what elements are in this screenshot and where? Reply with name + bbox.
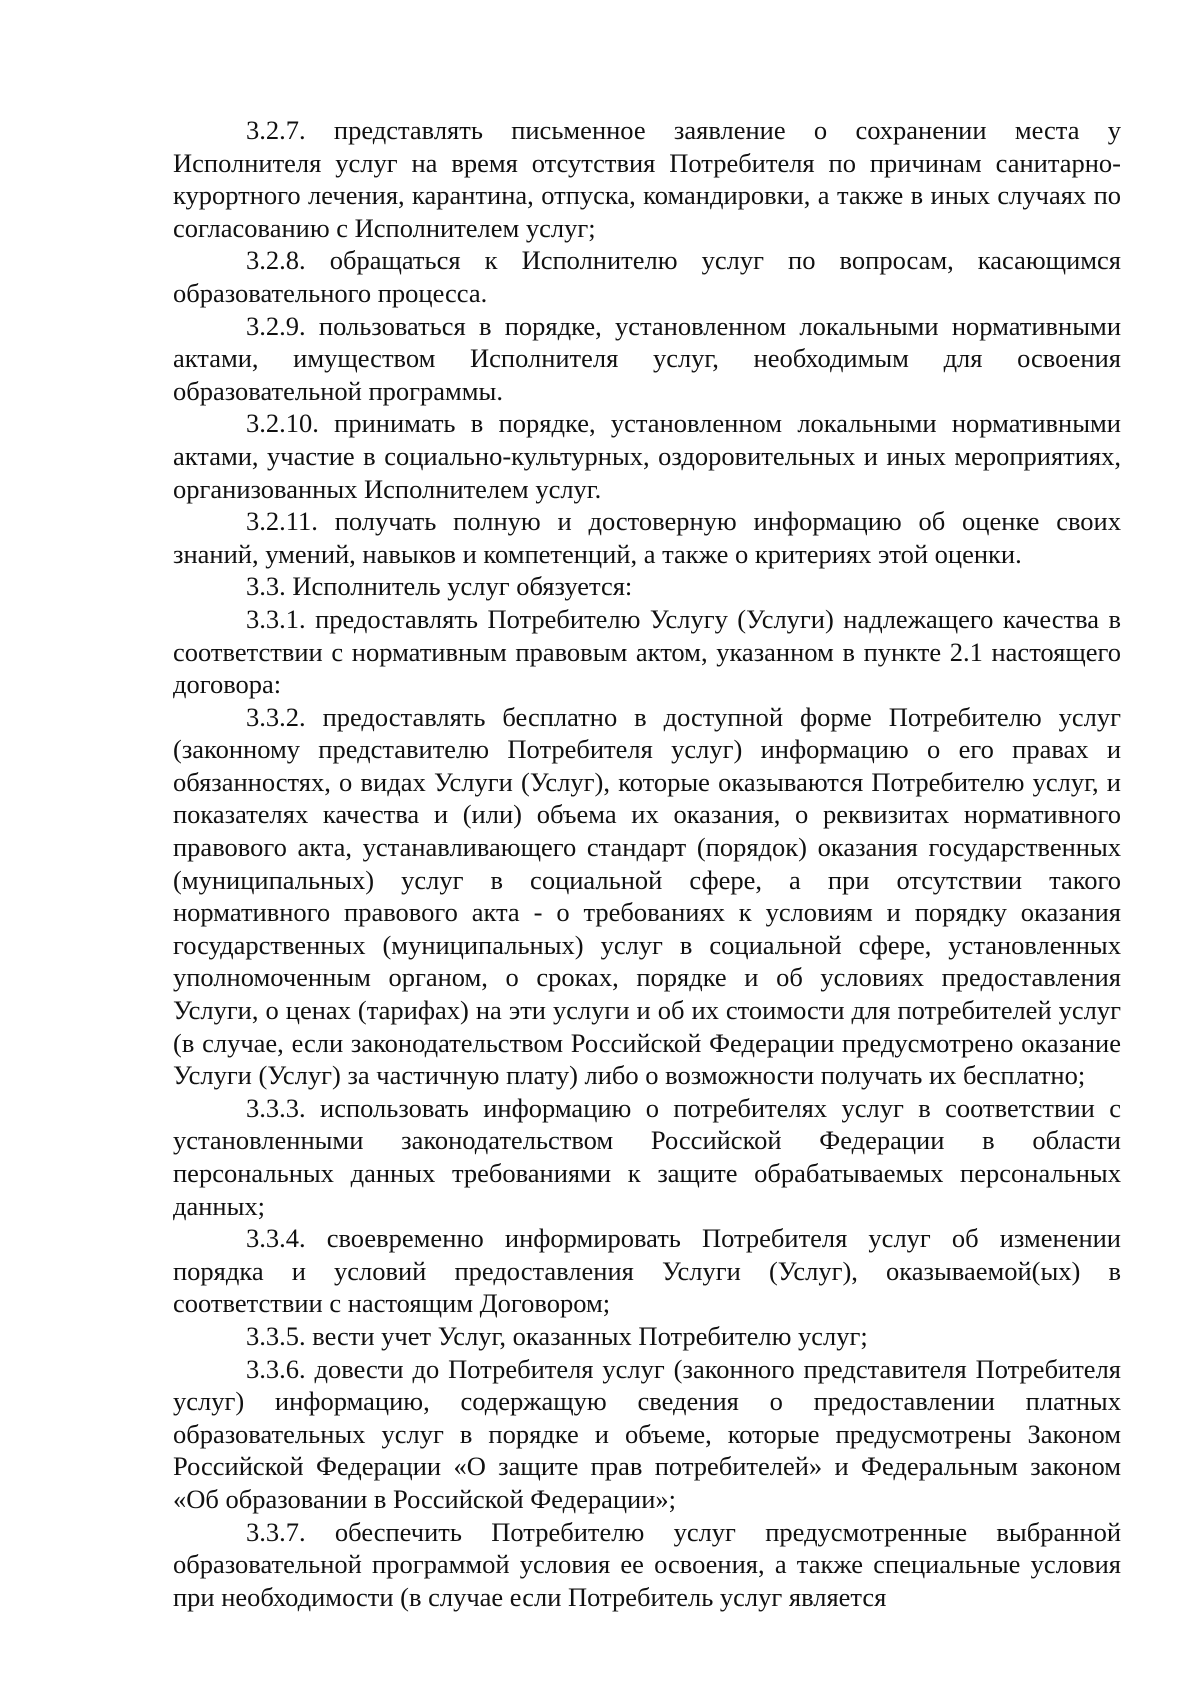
paragraph-3-2-11: 3.2.11. получать полную и достоверную информацию об оценке своих знаний, умений, навыков и компетенций, а также о критериях этой оценки. [173, 506, 1121, 569]
paragraph-3-3-2: 3.3.2. предоставлять бесплатно в доступной форме Потребителю услуг (законному представителю Потребителя услуг) информацию о его правах и обязанностях, о видах Услуги (Услуг), которые оказываются Потребителю услуг, и показателях качества и (или) объема их оказания, о реквизитах нормативного правового акта, устанавливающего стандарт (порядок) оказания государственных (муниципальных) услуг в социальной сфере, а при отсутствии такого нормативного правового акта - о требованиях к условиям и порядку оказания государственных (муниципальных) услуг в социальной сфере, установленных уполномоченным органом, о сроках, порядке и об условиях предоставления Услуги, о ценах (тарифах) на эти услуги и об их стоимости для потребителей услуг (в случае, если законодательством Российской Федерации предусмотрено оказание Услуги (Услуг) за частичную плату) либо о возможности получать их бесплатно; [173, 701, 1121, 1091]
paragraph-3-2-9: 3.2.9. пользоваться в порядке, установленном локальными нормативными актами, имуществом Исполнителя услуг, необходимым для освоения образовательной программы. [173, 310, 1121, 406]
paragraph-3-3-7: 3.3.7. обеспечить Потребителю услуг предусмотренные выбранной образовательной программой условия ее освоения, а также специальные условия при необходимости (в случае если Потребитель услуг является [173, 1516, 1121, 1612]
document-page [173, 114, 1121, 1613]
paragraph-3-3-6: 3.3.6. довести до Потребителя услуг (законного представителя Потребителя услуг) информацию, содержащую сведения о предоставлении платных образовательных услуг в порядке и объеме, которые предусмотрены Законом Российской Федерации «О защите прав потребителей» и Федеральным законом «Об образовании в Российской Федерации»; [173, 1353, 1121, 1514]
paragraph-3-2-10: 3.2.10. принимать в порядке, установленном локальными нормативными актами, участие в социально-культурных, оздоровительных и иных мероприятиях, организованных Исполнителем услуг. [173, 408, 1121, 504]
paragraph-3-3-4: 3.3.4. своевременно информировать Потребителя услуг об изменении порядка и условий предоставления Услуги (Услуг), оказываемой(ых) в соответствии с настоящим Договором; [173, 1223, 1121, 1319]
paragraph-3-3-5: 3.3.5. вести учет Услуг, оказанных Потребителю услуг; [246, 1320, 868, 1351]
paragraph-3-3-1: 3.3.1. предоставлять Потребителю Услугу (Услуги) надлежащего качества в соответствии с нормативным правовым актом, указанном в пункте 2.1 настоящего договора: [173, 603, 1121, 700]
paragraph-3-3-3: 3.3.3. использовать информацию о потребителях услуг в соответствии с установленными законодательством Российской Федерации в области персональных данных требованиями к защите обрабатываемых персональных данных; [173, 1092, 1121, 1221]
paragraph-3-3: 3.3. Исполнитель услуг обязуется: [246, 571, 633, 602]
paragraph-3-2-7: 3.2.7. представлять письменное заявление о сохранении места у Исполнителя услуг на время отсутствия Потребителя по причинам санитарно-курортного лечения, карантина, отпуска, командировки, а также в иных случаях по согласованию с Исполнителем услуг; [173, 115, 1121, 243]
paragraph-3-2-8: 3.2.8. обращаться к Исполнителю услуг по вопросам, касающимся образовательного процесса. [173, 245, 1121, 308]
